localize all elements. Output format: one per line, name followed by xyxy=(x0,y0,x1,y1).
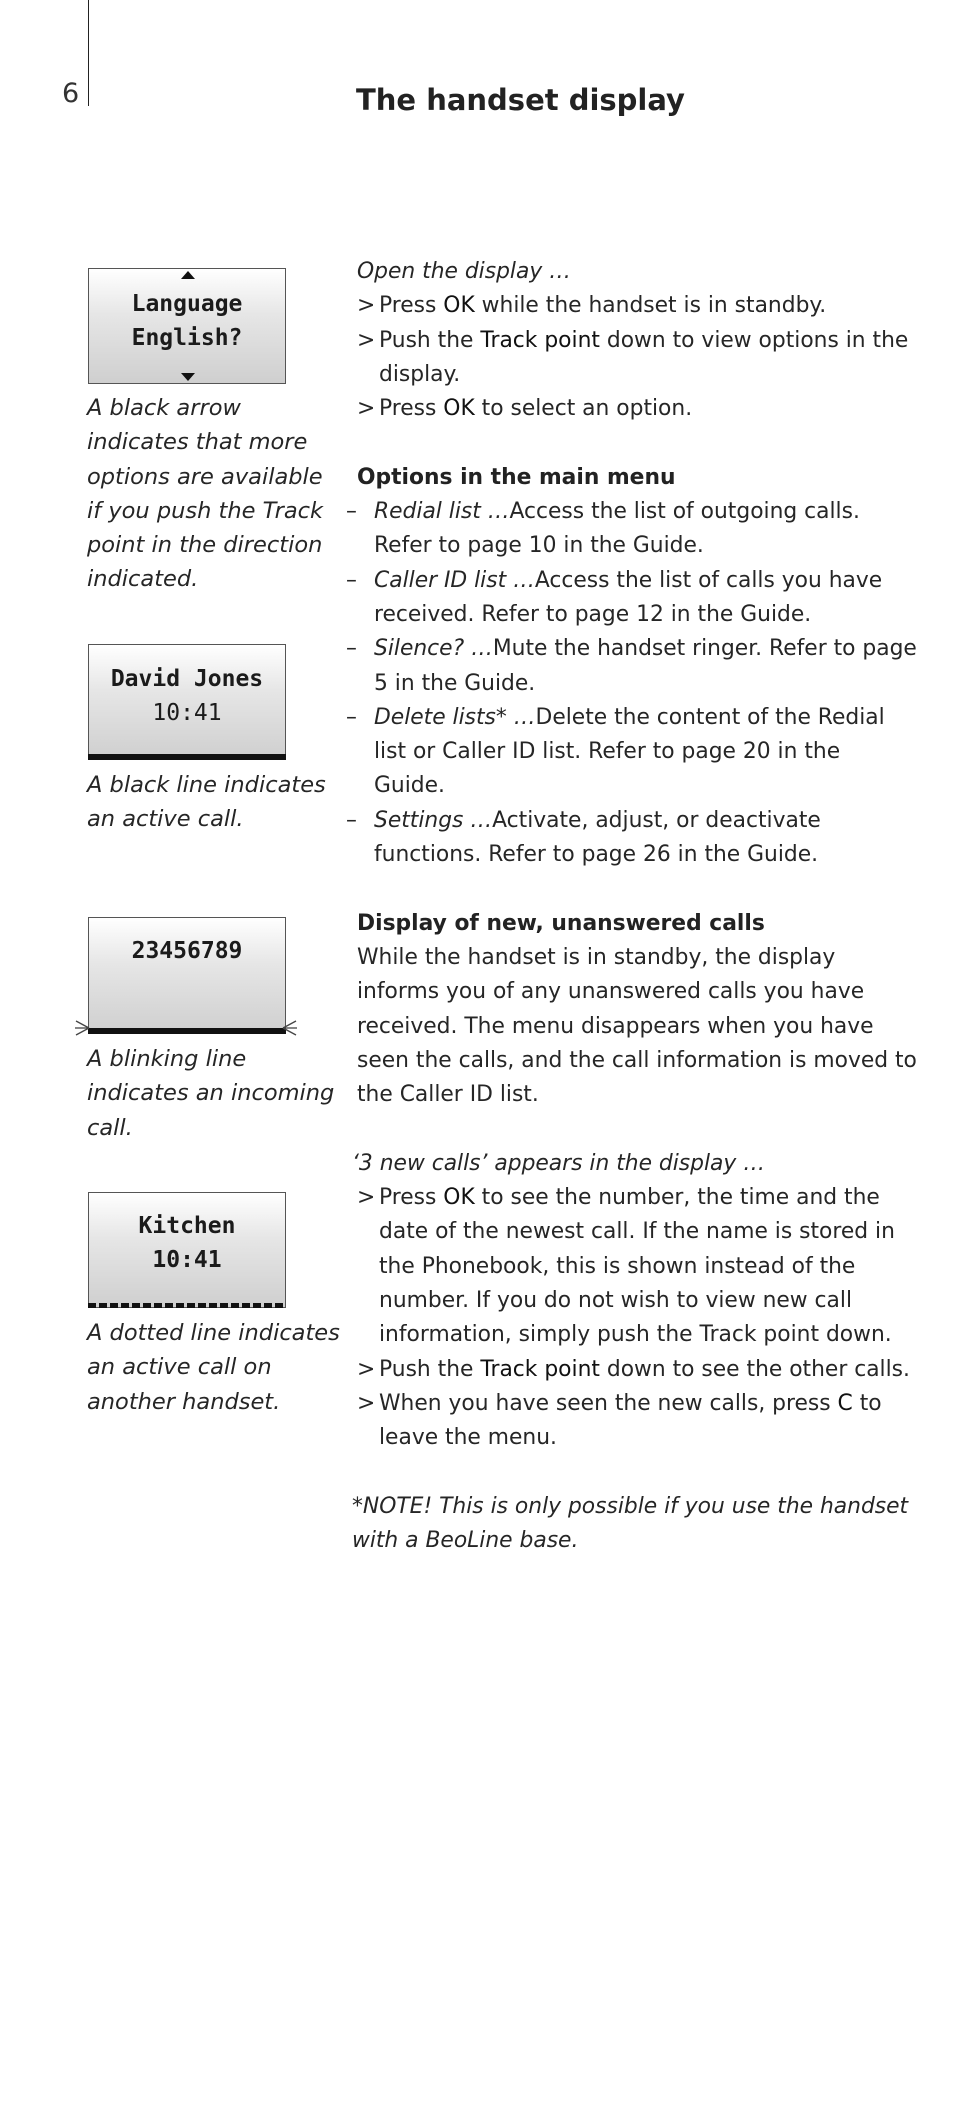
open-display-steps xyxy=(357,289,917,426)
menu-option xyxy=(352,701,917,804)
other-handset-dotted-line xyxy=(88,1303,286,1308)
display-line: 23456789 xyxy=(131,938,243,964)
display-incoming-call-example xyxy=(88,917,286,1034)
new-calls-body: While the handset is in standby, the display informs you of any unanswered calls you have received. The menu disappears when you have seen the calls, and the call information is moved to the Caller ID list. xyxy=(357,944,917,1108)
menu-option xyxy=(352,632,917,701)
key-label: OK xyxy=(443,293,475,319)
menu-option-desc: Mute the handset ringer. Refer to page 5 in the Guide. xyxy=(374,636,917,696)
display-caption: A black line indicates an active call. xyxy=(87,772,326,833)
key-label: Track point xyxy=(480,1356,600,1382)
new-calls-heading: Display of new, unanswered calls xyxy=(357,910,765,936)
display-caption: A blinking line indicates an incoming call. xyxy=(87,1046,335,1141)
display-other-handset-example xyxy=(88,1192,286,1308)
display-menu-example xyxy=(88,268,286,384)
incoming-call-line xyxy=(88,1028,286,1034)
menu-option xyxy=(352,495,917,564)
three-new-calls-heading: ‘3 new calls’ appears in the display … xyxy=(352,1150,766,1176)
key-label: C xyxy=(837,1390,853,1416)
blink-right-icon xyxy=(282,1020,298,1036)
menu-option-name: Silence? … xyxy=(374,636,493,662)
instruction-step: > When you have seen the new calls, press C to leave the menu. xyxy=(357,1387,917,1456)
menu-option-desc: Delete the content of the Redial list or Caller ID list. Refer to page 20 in the Guide. xyxy=(374,704,885,799)
menu-option-name: Caller ID list … xyxy=(374,567,535,593)
display-line: 10:41 xyxy=(152,700,222,726)
display-line: English? xyxy=(131,325,243,351)
main-menu-list xyxy=(352,495,917,872)
page-number: 6 xyxy=(62,78,80,109)
menu-option-desc: Access the list of outgoing calls. Refer to page 10 in the Guide. xyxy=(374,499,860,559)
menu-option-name: Delete lists* … xyxy=(374,704,536,730)
display-line: Language xyxy=(131,291,243,317)
three-new-calls-steps xyxy=(357,1181,917,1455)
display-caption: A black arrow indicates that more options are available if you push the Track point in the direction indicated. xyxy=(87,395,324,593)
key-label: OK xyxy=(443,396,475,422)
display-line: 10:41 xyxy=(152,1247,222,1273)
arrow-up-icon xyxy=(181,271,195,279)
menu-option-name: Settings … xyxy=(374,807,493,833)
key-label: OK xyxy=(443,1185,475,1211)
display-line: David Jones xyxy=(110,666,264,692)
blink-left-icon xyxy=(74,1020,90,1036)
instruction-step: > Press OK while the handset is in standby. xyxy=(357,289,917,323)
display-line: Kitchen xyxy=(138,1213,236,1239)
key-label: Track point xyxy=(480,327,600,353)
display-caption: A dotted line indicates an active call on another handset. xyxy=(87,1320,340,1415)
page-rule xyxy=(88,0,89,106)
instruction-step: > Push the Track point down to view options in the display. xyxy=(357,324,917,393)
arrow-down-icon xyxy=(181,373,195,381)
menu-option xyxy=(352,804,917,873)
footnote: *NOTE! This is only possible if you use the handset with a BeoLine base. xyxy=(352,1493,909,1553)
page-title: The handset display xyxy=(356,83,685,117)
open-display-heading: Open the display … xyxy=(357,259,571,284)
menu-option xyxy=(352,564,917,633)
menu-option-desc: Access the list of calls you have received. Refer to page 12 in the Guide. xyxy=(374,567,883,627)
menu-option-desc: Activate, adjust, or deactivate functions. Refer to page 26 in the Guide. xyxy=(374,807,821,868)
active-call-line xyxy=(88,754,286,760)
instructions-column xyxy=(352,255,917,1558)
menu-option-name: Redial list … xyxy=(374,499,510,525)
display-active-call-example xyxy=(88,644,286,760)
instruction-step: > Press OK to see the number, the time and the date of the newest call. If the name is stored in the Phonebook, this is shown instead of the number. If you do not wish to view new call information, simply push the Track point down. xyxy=(357,1181,917,1352)
instruction-step: > Press OK to select an option. xyxy=(357,392,917,426)
instruction-step: > Push the Track point down to see the other calls. xyxy=(357,1353,917,1387)
main-menu-heading: Options in the main menu xyxy=(357,464,676,490)
